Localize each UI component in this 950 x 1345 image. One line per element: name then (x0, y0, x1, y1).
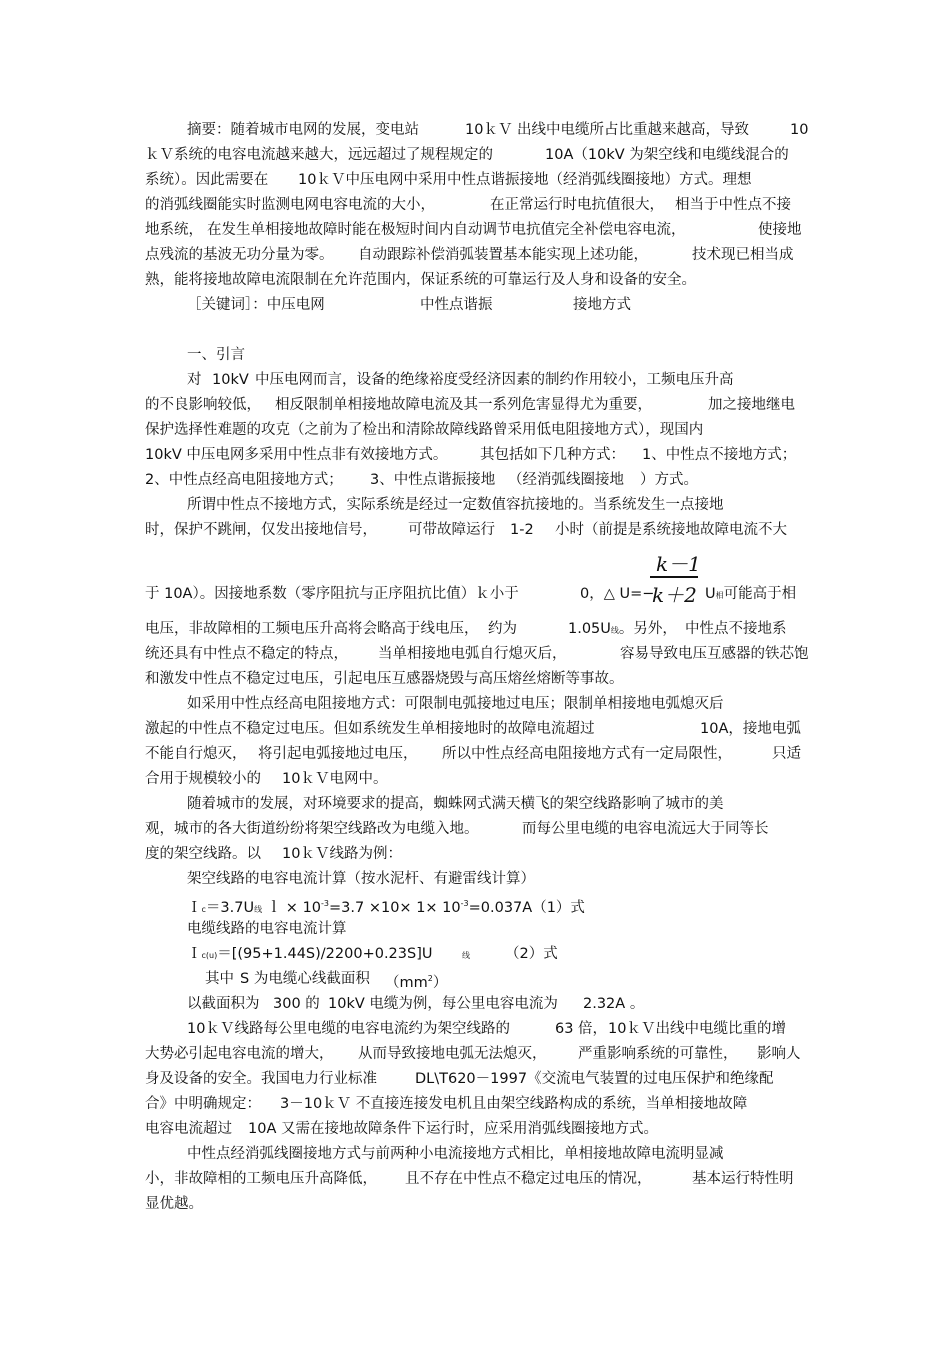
text-run: 熟，能将接地故障电流限制在允许范围内，保证系统的可靠运行及人身和设备的安全。 (145, 272, 696, 288)
text-run: 10kV (212, 372, 249, 388)
text-run: 显优越。 (145, 1196, 203, 1212)
formula-number: （2）式 (505, 946, 558, 962)
abstract-line-6 (0, 243, 950, 267)
text-run: 1-2 (510, 522, 534, 538)
text-run: 的不良影响较低， (145, 397, 261, 413)
body-line (0, 1167, 950, 1191)
text-run: 使接地 (758, 222, 802, 238)
text-run: 合用于规模较小的 (145, 771, 261, 787)
text-run: 保护选择性难题的攻克（之前为了检出和清除故障线路曾采用低电阻接地方式），现国内 (145, 422, 704, 438)
text-run: 地系统， (145, 222, 203, 238)
text-run: 只适 (772, 746, 801, 762)
body-line (0, 393, 950, 417)
text-run: 10ｋＶ中压电网中采用中性点谐振接地（经消弧线圈接地）方式。理想 (298, 172, 752, 188)
body-line (0, 817, 950, 841)
text-run: 相反限制单相接地故障电流及其一系列危害显得尤为重要， (275, 397, 652, 413)
text-run: 容易导致电压互感器的铁芯饱 (620, 646, 809, 662)
text-run: 统还具有中性点不稳定的特点， (145, 646, 348, 662)
text-run: 可带故障运行 (408, 522, 495, 538)
formula-line-1 (0, 892, 950, 916)
text-run: DL\T620－1997《交流电气装置的过电压保护和绝缘配 (415, 1071, 774, 1087)
text-run: 10A，接地电弧 (700, 721, 801, 737)
formula-line-2 (0, 942, 950, 966)
text-run: 中性点经消弧线圈接地方式与前两种小电流接地方式相比，单相接地故障电流明显减 (187, 1146, 724, 1162)
text-run: 当单相接地电弧自行熄灭后， (378, 646, 567, 662)
body-line (0, 867, 950, 891)
text-run: 基本运行特性明 (692, 1171, 794, 1187)
text-run: 10ｋＶ线路为例： (282, 846, 402, 862)
text-run: （经消弧线圈接地 (508, 472, 624, 488)
abstract-line-1 (0, 118, 950, 142)
text-run: 2.32A 。 (583, 996, 645, 1012)
text-run: 在正常运行时电抗值很大， (490, 197, 664, 213)
text-run: 时，保护不跳闸，仅发出接地信号， (145, 522, 377, 538)
text-run: 随着城市的发展，对环境要求的提高，蜘蛛网式满天横飞的架空线路影响了城市的美 (187, 796, 724, 812)
keywords-line (0, 293, 950, 317)
text-run: 10 (790, 122, 809, 138)
text-run: 严重影响系统的可靠性， (578, 1046, 738, 1062)
text-run: $(mm^2)$ (385, 974, 448, 991)
abstract-line-3 (0, 168, 950, 192)
text-run: 技术现已相当成 (692, 247, 794, 263)
body-line (0, 1067, 950, 1091)
text-run: 10kV 电缆为例，每公里电容电流为 (328, 996, 558, 1012)
abstract-line-7 (0, 268, 950, 292)
text-run: 以截面积为 (187, 996, 260, 1012)
keywords-label: ［关键词］：中压电网 (187, 297, 325, 313)
text-run: 不能自行熄灭， (145, 746, 247, 762)
keyword: 中性点谐振 (420, 297, 493, 313)
text-run: 身及设备的安全。我国电力行业标准 (145, 1071, 377, 1087)
text-run: 所以中性点经高电阻接地方式有一定局限性， (442, 746, 732, 762)
body-line (0, 692, 950, 716)
body-line (0, 1117, 950, 1141)
text-run: 影响人 (757, 1046, 801, 1062)
text-run: ｋＶ系统的电容电流越来越大，远远超过了规程规定的 (145, 147, 493, 163)
body-line (0, 1017, 950, 1041)
text-run: 和激发中性点不稳定过电压，引起电压互感器烧毁与高压熔丝熔断等事故。 (145, 671, 624, 687)
text-run: 大势必引起电容电流的增大， (145, 1046, 334, 1062)
text-run: 电压，非故障相的工频电压升高将会略高于线电压， (145, 621, 479, 637)
text-run: 于 10A）。因接地系数（零序阻抗与正序阻抗比值）ｋ小于 (145, 586, 519, 602)
body-line (0, 667, 950, 691)
text-run: 架空线路的电容电流计算（按水泥杆、有避雷线计算） (187, 871, 535, 887)
text-run: U相可能高于相 (705, 586, 797, 602)
text-run: 小时（前提是系统接地故障电流不大 (555, 522, 787, 538)
text-run: 电容电流超过 (145, 1121, 232, 1137)
text-run: 10kV 中压电网多采用中性点非有效接地方式。 (145, 447, 448, 463)
body-line (0, 1192, 950, 1216)
text-run: 激起的中性点不稳定过电压。但如系统发生单相接地时的故障电流超过 (145, 721, 595, 737)
text-run: 在发生单相接地故障时能在极短时间内自动调节电抗值完全补偿电容电流， (207, 222, 686, 238)
abstract-line-5 (0, 218, 950, 242)
body-line (0, 1042, 950, 1066)
body-line (0, 493, 950, 517)
text-run: 度的架空线路。以 (145, 846, 261, 862)
text-run: 1.05U线。另外， (568, 621, 677, 637)
text-run: 相当于中性点不接 (675, 197, 791, 213)
text-run: 1、中性点不接地方式； (642, 447, 797, 463)
text-run: 300 的 (273, 996, 320, 1012)
abstract-line-4 (0, 193, 950, 217)
body-line (0, 518, 950, 542)
text-run: 如采用中性点经高电阻接地方式：可限制电弧接地过电压；限制单相接地电弧熄灭后 (187, 696, 724, 712)
text-run: 10A 又需在接地故障条件下运行时，应采用消弧线圈接地方式。 (248, 1121, 658, 1137)
text-run: 电缆线路的电容电流计算 (187, 921, 347, 937)
text-run: 系统）。因此需要在 (145, 172, 269, 188)
body-line (0, 967, 950, 991)
text-run: 其包括如下几种方式： (480, 447, 625, 463)
body-line (0, 642, 950, 666)
text-run: 加之接地继电 (708, 397, 795, 413)
text-run: 将引起电弧接地过电压， (258, 746, 418, 762)
fraction-denominator: k＋2 (652, 583, 697, 607)
text-run: 10ｋＶ电网中。 (282, 771, 388, 787)
text-run: 对 (187, 372, 202, 388)
body-line (0, 917, 950, 941)
text-run: 合》中明确规定： (145, 1096, 261, 1112)
text-run: 观，城市的各大街道纷纷将架空线路改为电缆入地。 (145, 821, 479, 837)
text-run: 且不存在中性点不稳定过电压的情况， (405, 1171, 652, 1187)
text-run: 10ｋＶ出线中电缆比重的增 (608, 1021, 786, 1037)
text-run: 所谓中性点不接地方式，实际系统是经过一定数值容抗接地的。当系统发生一点接地 (187, 497, 724, 513)
text-run: 其中 (205, 971, 234, 987)
body-line (0, 468, 950, 492)
text-run: 自动跟踪补偿消弧装置基本能实现上述功能， (358, 247, 648, 263)
text-run: 约为 (488, 621, 517, 637)
body-line (0, 767, 950, 791)
keyword: 接地方式 (573, 297, 631, 313)
text-run: 摘要：随着城市电网的发展，变电站 (187, 122, 419, 138)
text-run: 3、中性点谐振接地 (370, 472, 496, 488)
body-line (0, 742, 950, 766)
text-run: 从而导致接地电弧无法熄灭， (358, 1046, 547, 1062)
text-run: 而每公里电缆的电容电流远大于同等长 (522, 821, 769, 837)
body-line (0, 717, 950, 741)
text-run: 3－10ｋＶ 不直接连接发电机且由架空线路构成的系统，当单相接地故障 (280, 1096, 748, 1112)
text-run: S 为电缆心线截面积 (240, 971, 370, 987)
body-line (0, 418, 950, 442)
text-run: 点残流的基波无功分量为零。 (145, 247, 334, 263)
text-run: 10ｋＶ线路每公里电缆的电容电流约为架空线路的 (187, 1021, 510, 1037)
text-run: 中压电网而言，设备的绝缘裕度受经济因素的制约作用较小，工频电压升高 (255, 372, 734, 388)
body-line (0, 1092, 950, 1116)
body-line (0, 1142, 950, 1166)
text-run: 10A（10kV 为架空线和电缆线混合的 (545, 147, 789, 163)
formula-text: Ｉc＝3.7U线 ｌ × $10^{-3}=3.7 \times 10\times 1\times 10^{-3}=0.037A(1)$式 (187, 899, 585, 916)
text-run: 10ｋＶ 出线中电缆所占比重越来越高，导致 (465, 122, 750, 138)
heading-text: 一、引言 (187, 347, 245, 363)
fraction-numerator: k－1 (656, 552, 701, 576)
body-line (0, 617, 950, 641)
section-heading (0, 343, 950, 367)
formula-subscript: 线 (462, 951, 470, 960)
body-line (0, 842, 950, 866)
text-run: 中性点不接地系 (685, 621, 787, 637)
body-line (0, 443, 950, 467)
text-run: 2、中性点经高电阻接地方式； (145, 472, 343, 488)
formula-text: Ｉc(u)＝[(95+1.44S)/2200+0.23S]U (187, 946, 433, 962)
body-line (0, 992, 950, 1016)
body-line (0, 792, 950, 816)
abstract-line-2 (0, 143, 950, 167)
body-line (0, 582, 950, 606)
text-run: 小，非故障相的工频电压升高降低， (145, 1171, 377, 1187)
body-line (0, 368, 950, 392)
fraction-bar (650, 576, 698, 578)
text-run: 63 倍， (555, 1021, 608, 1037)
text-run: ）方式。 (640, 472, 698, 488)
text-run: 0，△ U=− (580, 586, 655, 602)
text-run: 的消弧线圈能实时监测电网电容电流的大小， (145, 197, 435, 213)
